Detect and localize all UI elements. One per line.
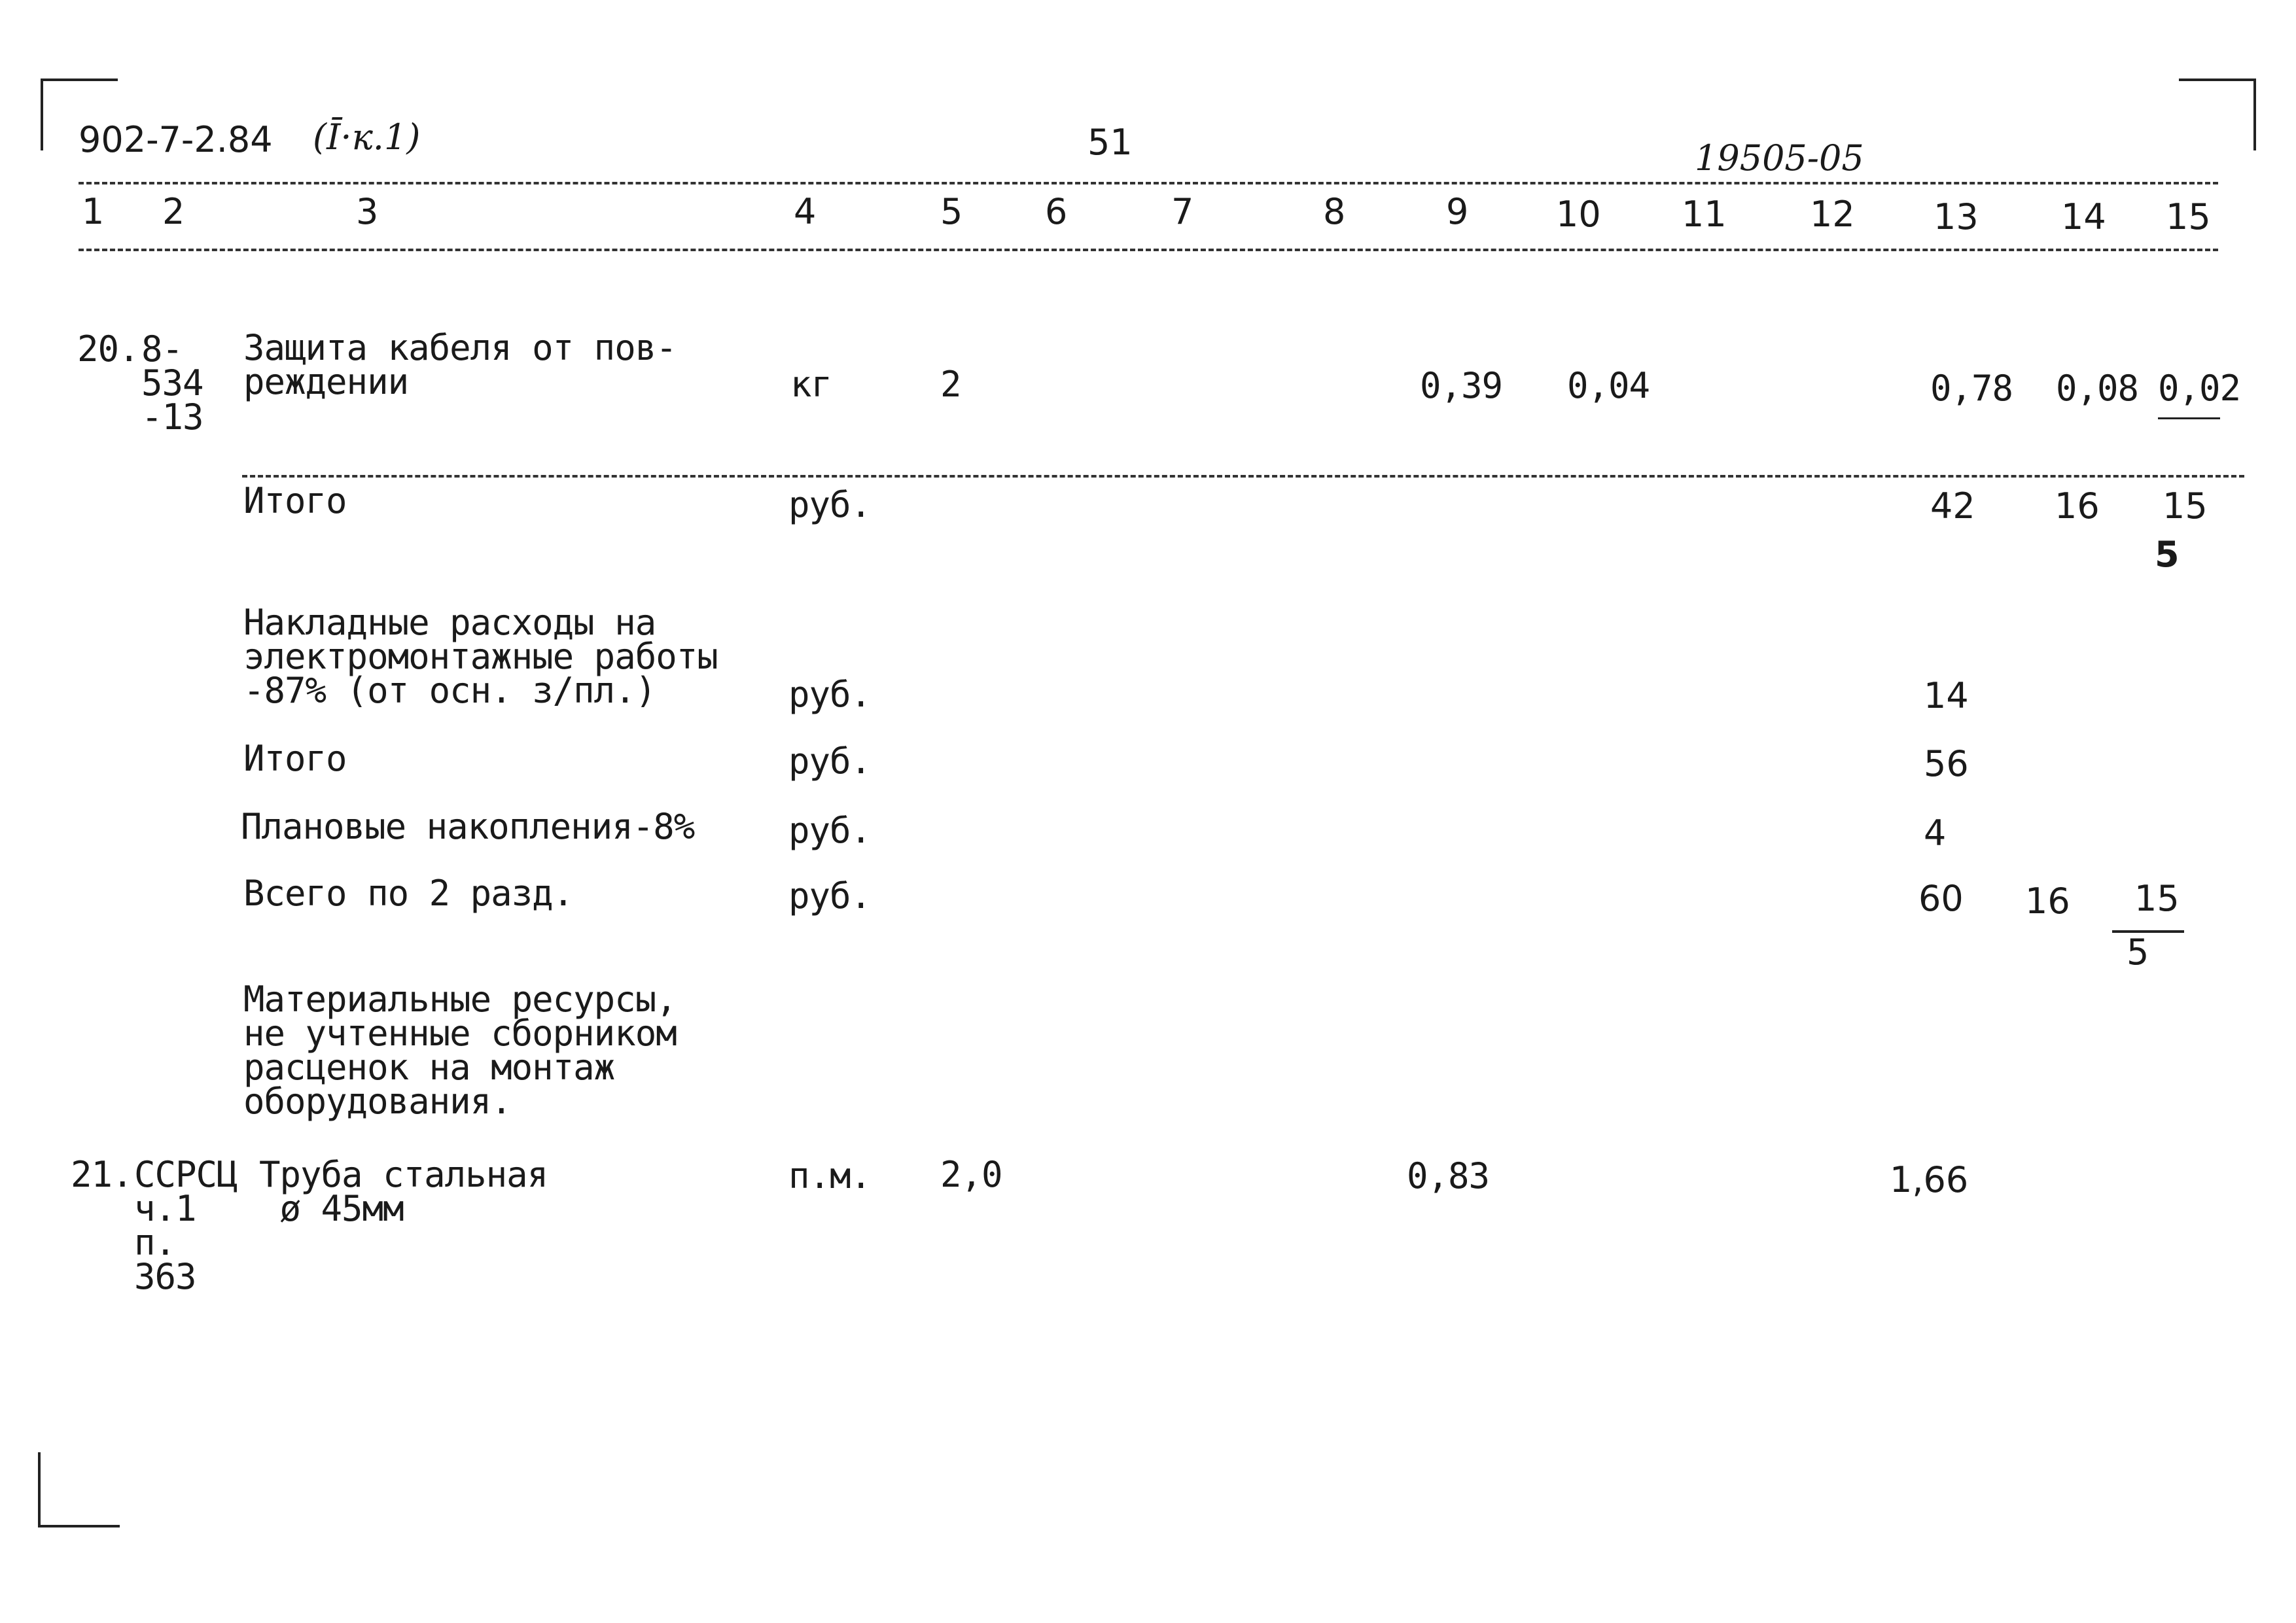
item-20-col13: 0,78 [1930,368,2013,409]
column-number-8: 8 [1323,191,1346,232]
column-number-7: 7 [1171,191,1194,232]
item-20-name: Защита кабеля от пов- реждении [243,327,677,402]
item-20-code: 8- 534 -13 [141,328,203,438]
frame-corner-top-right-h [2179,79,2256,81]
section-rule [242,475,2244,478]
total-col15-sub: 5 [2127,932,2149,973]
planned-savings-label: Плановые накопления-8% [241,806,695,847]
itogo-2-label: Итого [243,738,347,779]
column-number-5: 5 [940,191,963,232]
total-col14: 16 [2025,881,2070,922]
column-number-3: 3 [356,191,379,232]
item-21-quantity: 2,0 [940,1154,1002,1195]
itogo-1-col13: 42 [1930,485,1975,527]
itogo-1-label: Итого [243,480,347,521]
column-number-12: 12 [1810,194,1855,235]
overhead-col13: 14 [1924,675,1969,716]
column-number-10: 10 [1556,194,1601,235]
item-21-name: Труба стальная ø 45мм [259,1154,548,1229]
materials-note: Материальные ресурсы, не учтенные сборником расценок на монтаж оборудования. [243,979,677,1122]
frame-corner-bottom-left-h [38,1525,120,1527]
planned-savings-col13: 4 [1924,812,1947,854]
album-mark: (Ī·к.1) [313,116,421,158]
item-20-col15-underline [2158,417,2220,419]
item-20-unit: кг [790,364,832,405]
overhead-label: Накладные расходы на электромонтажные работы -87% (от осн. з/пл.) [243,602,718,711]
itogo-1-col15-sub: 5 [2155,534,2180,575]
column-number-6: 6 [1045,191,1068,232]
frame-corner-top-right-v [2253,79,2256,150]
column-number-2: 2 [162,191,185,232]
header-rule-bottom [79,249,2218,251]
page-number: 51 [1087,122,1133,163]
planned-savings-unit: руб. [788,810,872,851]
itogo-1-unit: руб. [788,484,872,525]
column-number-14: 14 [2061,196,2106,237]
frame-corner-bottom-left-v [38,1452,41,1527]
item-21-unit: п.м. [788,1155,872,1196]
total-unit: руб. [788,875,872,916]
itogo-1-col15: 15 [2163,485,2208,527]
item-21-number: 21. [71,1154,133,1195]
itogo-2-col13: 56 [1924,743,1969,784]
registration-number: 19505-05 [1695,137,1864,179]
frame-corner-top-left-h [41,79,118,81]
itogo-2-unit: руб. [788,741,872,782]
document-code: 902-7-2.84 [79,119,273,160]
total-col15: 15 [2134,878,2180,919]
item-20-col10: 0,04 [1567,365,1650,406]
item-20-quantity: 2 [940,364,961,405]
item-21-col9: 0,83 [1407,1155,1490,1196]
column-number-13: 13 [1934,196,1979,237]
item-21-col13: 1,66 [1890,1159,1969,1200]
column-number-1: 1 [82,191,105,232]
item-20-number: 20. [77,328,139,370]
overhead-unit: руб. [788,674,872,715]
total-col13: 60 [1918,878,1964,919]
header-rule-top [79,182,2218,184]
frame-corner-top-left-v [41,79,43,150]
column-number-15: 15 [2166,196,2211,237]
item-20-col15: 0,02 [2158,368,2241,409]
column-number-4: 4 [794,191,817,232]
column-number-11: 11 [1682,194,1727,235]
item-20-col9: 0,39 [1420,365,1503,406]
column-number-9: 9 [1446,191,1469,232]
item-20-col14: 0,08 [2056,368,2139,409]
total-label: Всего по 2 разд. [243,873,574,914]
itogo-1-col14: 16 [2055,485,2100,527]
item-21-code: ССРСЦ ч.1 п. 363 [134,1154,238,1297]
